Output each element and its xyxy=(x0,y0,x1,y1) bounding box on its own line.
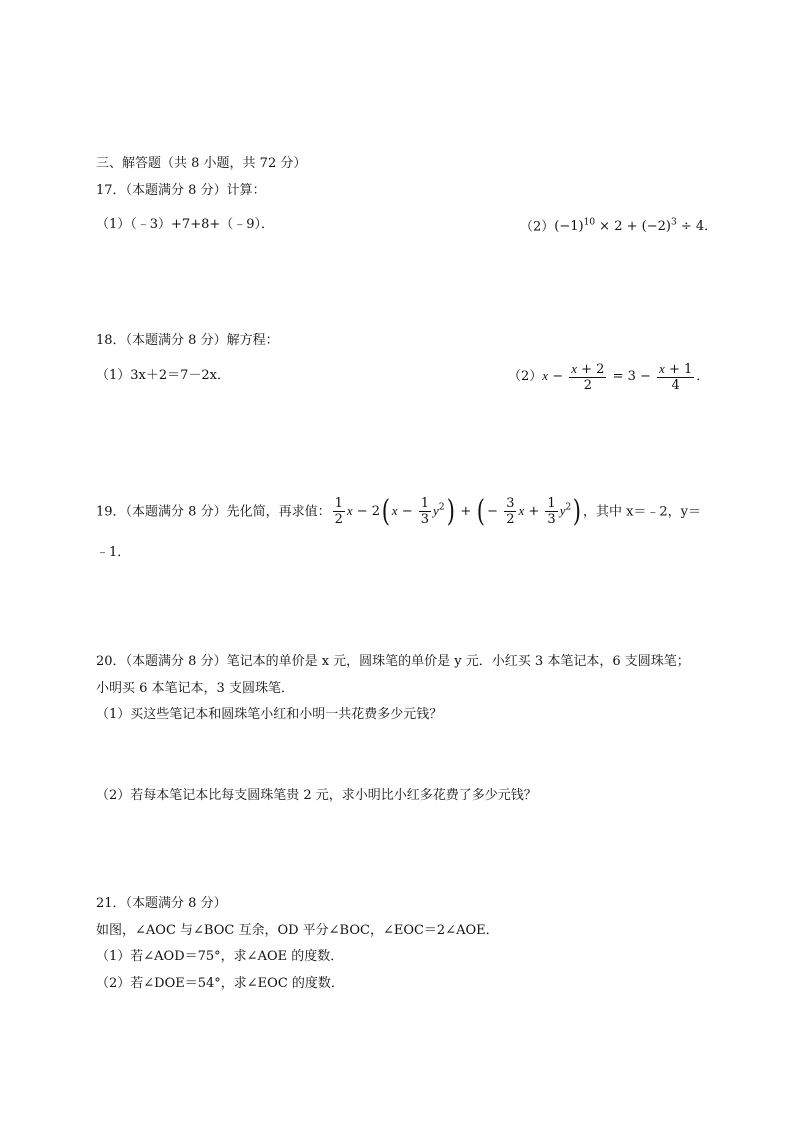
q19-expr: $\frac{1}{2}$ x − 2( x − $\frac{1}{3}$ $y^2$) + ( − $\frac{3}{2}$ x + $\frac{1}{3}$ $y^2$) xyxy=(334,493,582,529)
q20-part2: （2）若每本笔记本比每支圆珠笔贵 2 元，求小明比小红多花费了多少元钱？ xyxy=(96,788,537,803)
q21-part2: （2）若∠DOE＝54°，求∠EOC 的度数． xyxy=(96,976,344,991)
q19-title: 19．（本题满分 8 分）先化简，再求值： xyxy=(96,504,331,520)
q17-part2-label: （2） xyxy=(520,219,555,235)
q19-line xyxy=(96,488,701,532)
q21-line1: 如图，∠AOC 与∠BOC 互余，OD 平分∠BOC，∠EOC＝2∠AOE． xyxy=(96,923,499,938)
q21-title: 21．（本题满分 8 分） xyxy=(96,896,227,911)
q17-part2-expr: $(-1)^{10} \times 2 + (-2)^3 \div 4$． xyxy=(554,218,718,235)
q20-part1: （1）买这些笔记本和圆珠笔小红和小明一共花费多少元钱？ xyxy=(96,707,443,722)
q17-title: 17．（本题满分 8 分）计算： xyxy=(96,183,266,198)
q17-part2 xyxy=(520,214,717,236)
q18-title: 18．（本题满分 8 分）解方程： xyxy=(96,333,279,348)
q20-line1: 20．（本题满分 8 分）笔记本的单价是 x 元，圆珠笔的单价是 y 元．小红买 3 本笔记本，6 支圆珠笔； xyxy=(96,654,690,669)
q21-part1: （1）若∠AOD＝75°，求∠AOE 的度数． xyxy=(96,949,344,964)
q17-part1: （1）（﹣3）+7+8+（﹣9）． xyxy=(96,217,275,232)
q18-part2 xyxy=(508,356,709,397)
q19-condition-cont: ﹣1． xyxy=(96,545,131,560)
q18-part2-label: （2） xyxy=(508,369,543,384)
q20-line2: 小明买 6 本笔记本，3 支圆珠笔． xyxy=(96,681,294,696)
q19-condition: ，其中 x＝﹣2，y＝ xyxy=(582,504,702,520)
q18-part1: （1）3x＋2＝7－2x． xyxy=(96,368,231,383)
q18-part2-expr: x − $\frac{x + 2}{2}$ = 3 − $\frac{x + 1}{4}$ ． xyxy=(542,360,710,393)
section-heading: 三、解答题（共 8 小题，共 72 分） xyxy=(96,156,307,171)
